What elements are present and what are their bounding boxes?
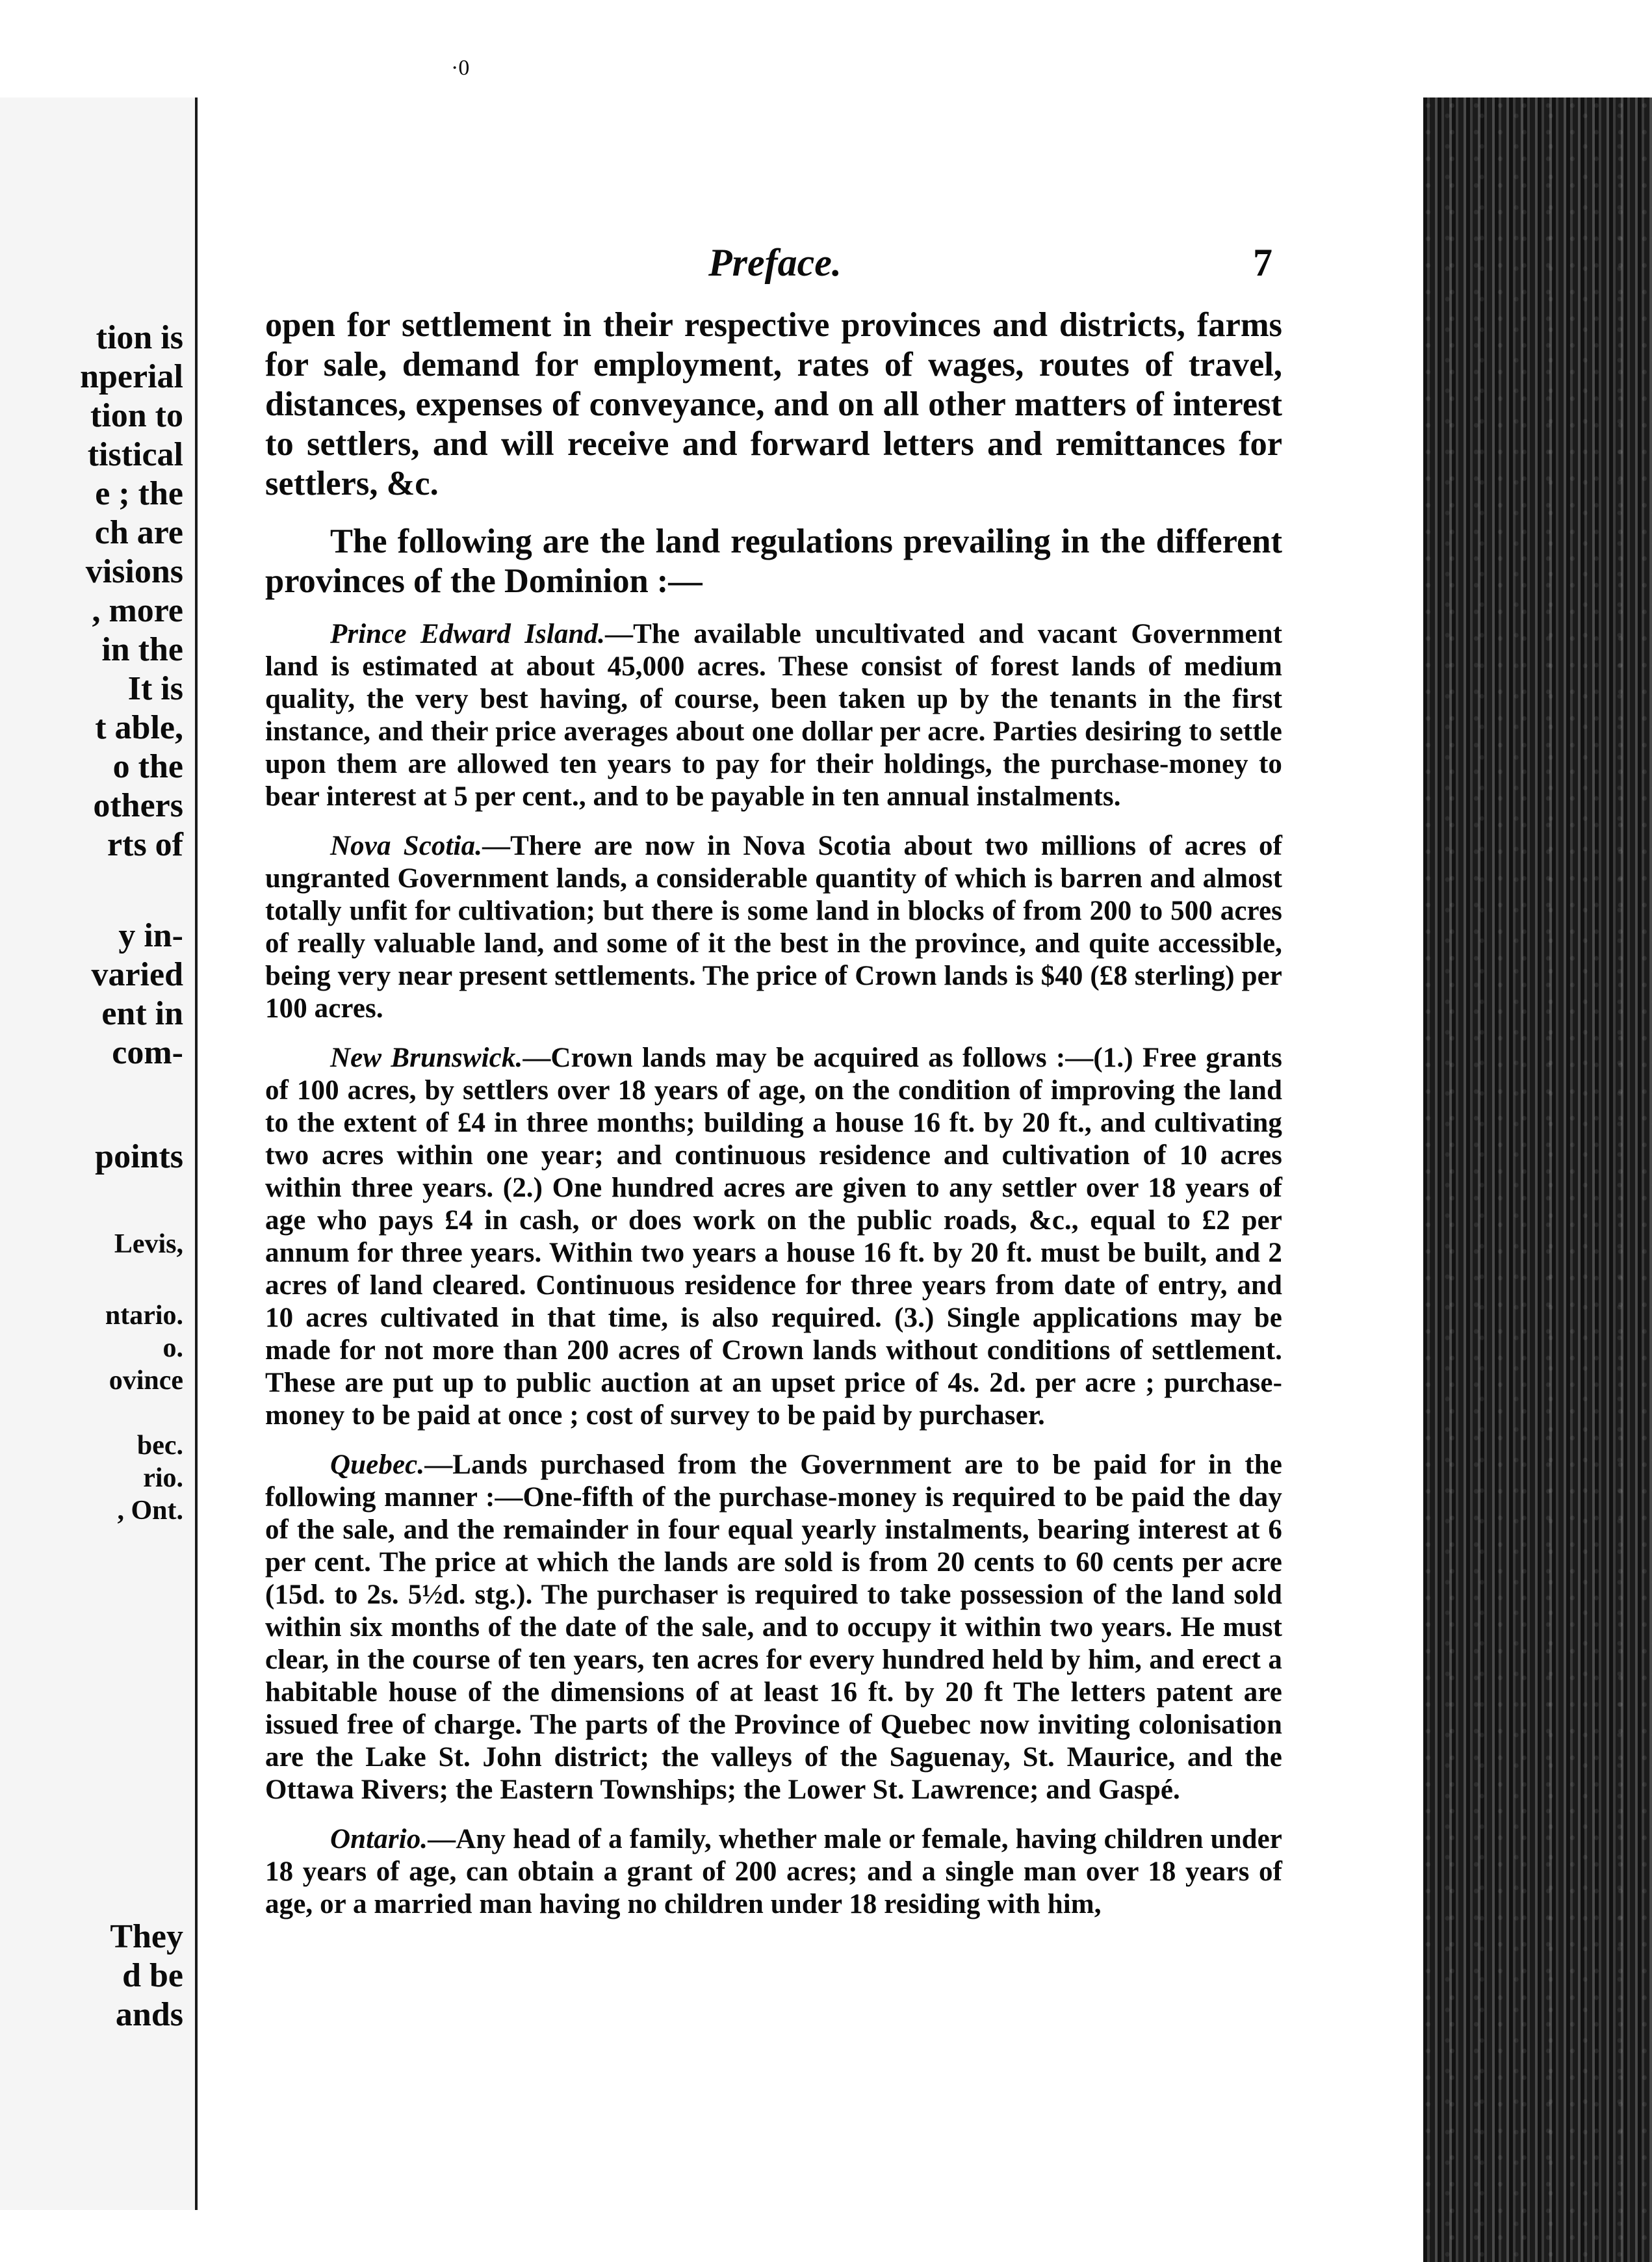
section-text: —The available uncultivated and vacant Government land is estimated at about 45,000 acres. These consist of forest lands of medium quality, the very best having, of course, been taken up by the tenants in the first instance, and their price averages about one dollar per acre. Parties desiring to settle upon them are allowed ten years to pay for their holdings, the purchase-money to bear interest at 5 per cent., and to be payable in ten annual instalments. [265, 619, 1282, 812]
section-prince-edward-island [265, 618, 1282, 813]
page-edges [1423, 98, 1652, 2262]
section-ontario [265, 1823, 1282, 1921]
facing-line: o the [112, 748, 183, 785]
facing-line: nperial [80, 358, 183, 395]
section-text: —There are now in Nova Scotia about two millions of acres of ungranted Government lands, a considerable quantity of which is barren and almost totally unfit for cultivation; but there is some land in blocks of from 200 to 500 acres of really valuable land, and some of it the best in the province, and quite accessible, being very near present settlements. The price of Crown lands is $40 (£8 sterling) per 100 acres. [265, 831, 1282, 1024]
section-heading: Nova Scotia. [330, 831, 483, 861]
facing-line: Levis, [114, 1229, 183, 1259]
facing-page-fragment [0, 98, 198, 2210]
facing-line: tion to [90, 397, 183, 434]
body-text [265, 306, 1282, 1921]
facing-line: It is [127, 670, 183, 707]
facing-line: , more [92, 592, 183, 629]
facing-line: t able, [95, 709, 183, 746]
section-text: —Lands purchased from the Government are to be paid for in the following manner :—One-fifth of the purchase-money is required to be paid the day of the sale, and the remainder in four equal yearly instalments, bearing interest at 6 per cent. The price at which the lands are sold is from 20 cents to 60 cents per acre (15d. to 2s. 5½d. stg.). The purchaser is required to take possession of the land sold within six months of the date of the sale, and to occupy it within two years. He must clear, in the course of ten years, ten acres for every hundred held by him, and erect a habitable house of the dimensions of at least 16 ft. by 20 ft The letters patent are issued free of charge. The parts of the Province of Quebec now inviting colonisation are the Lake St. John district; the valleys of the Saguenay, St. Maurice, and the Ottawa Rivers; the Eastern Townships; the Lower St. Lawrence; and Gaspé. [265, 1450, 1282, 1805]
facing-line: com- [112, 1034, 183, 1071]
facing-line: ands [115, 1996, 183, 2033]
section-text: —Crown lands may be acquired as follows :—(1.) Free grants of 100 acres, by settlers over 18 years of age, on the condition of improving the land to the extent of £4 in three months; building a house 16 ft. by 20 ft., and cultivating two acres within one year; and continuous residence and cultivation of 10 acres within three years. (2.) One hundred acres are given to any settler over 18 years of age who pays £4 in cash, or does work on the public roads, &c., equal to £2 per annum for three years. Within two years a house 16 ft. by 20 ft. must be built, and 2 acres of land cleared. Continuous residence for three years from date of entry, and 10 acres cultivated in that time, is also required. (3.) Single applications may be made for not more than 200 acres of Crown lands without conditions of settlement. These are put up to public auction at an upset price of 4s. 2d. per acre ; purchase-money to be paid at once ; cost of survey to be paid by purchaser. [265, 1043, 1282, 1431]
opening-paragraph: open for settlement in their respective provinces and districts, farms for sale, demand for employment, rates of wages, routes of travel, distances, expenses of conveyance, and on all other matters of interest to settlers, and will receive and forward letters and remittances for settlers, &c. [265, 306, 1282, 502]
running-head: Preface. [708, 241, 842, 284]
facing-line: in the [101, 631, 183, 668]
facing-line: They [110, 1918, 183, 1955]
facing-line: tion is [96, 319, 183, 356]
facing-line: varied [91, 956, 183, 993]
facing-line: o. [162, 1333, 183, 1363]
facing-line: visions [85, 553, 183, 590]
section-text: —Any head of a family, whether male or female, having children under 18 years of age, can obtain a grant of 200 acres; and a single man over 18 years of age, or a married man having no children under 18 residing with him, [265, 1824, 1282, 1919]
facing-line: e ; the [95, 475, 183, 512]
facing-line: ntario. [105, 1301, 183, 1331]
facing-line: rts of [107, 826, 183, 863]
scan-mark: ·0 [451, 56, 470, 80]
facing-line: ovince [109, 1366, 183, 1396]
facing-line: ent in [101, 995, 183, 1032]
facing-line: bec. [136, 1431, 183, 1461]
facing-line: tistical [87, 436, 183, 473]
section-quebec [265, 1449, 1282, 1806]
section-heading: New Brunswick. [330, 1043, 523, 1073]
facing-line: ch are [94, 514, 183, 551]
facing-line: points [95, 1138, 183, 1175]
facing-line: d be [122, 1957, 183, 1994]
section-heading: Prince Edward Island. [330, 619, 605, 649]
section-new-brunswick [265, 1042, 1282, 1432]
section-heading: Ontario. [330, 1824, 428, 1854]
intro-paragraph: The following are the land regulations prevailing in the different provinces of the Dominion :— [265, 523, 1282, 600]
facing-line: rio. [143, 1463, 183, 1493]
page-number: 7 [1253, 241, 1272, 284]
section-nova-scotia [265, 830, 1282, 1025]
facing-line: y in- [118, 917, 183, 954]
facing-line: others [93, 787, 183, 824]
facing-line: , Ont. [117, 1496, 183, 1526]
section-heading: Quebec. [330, 1450, 425, 1480]
